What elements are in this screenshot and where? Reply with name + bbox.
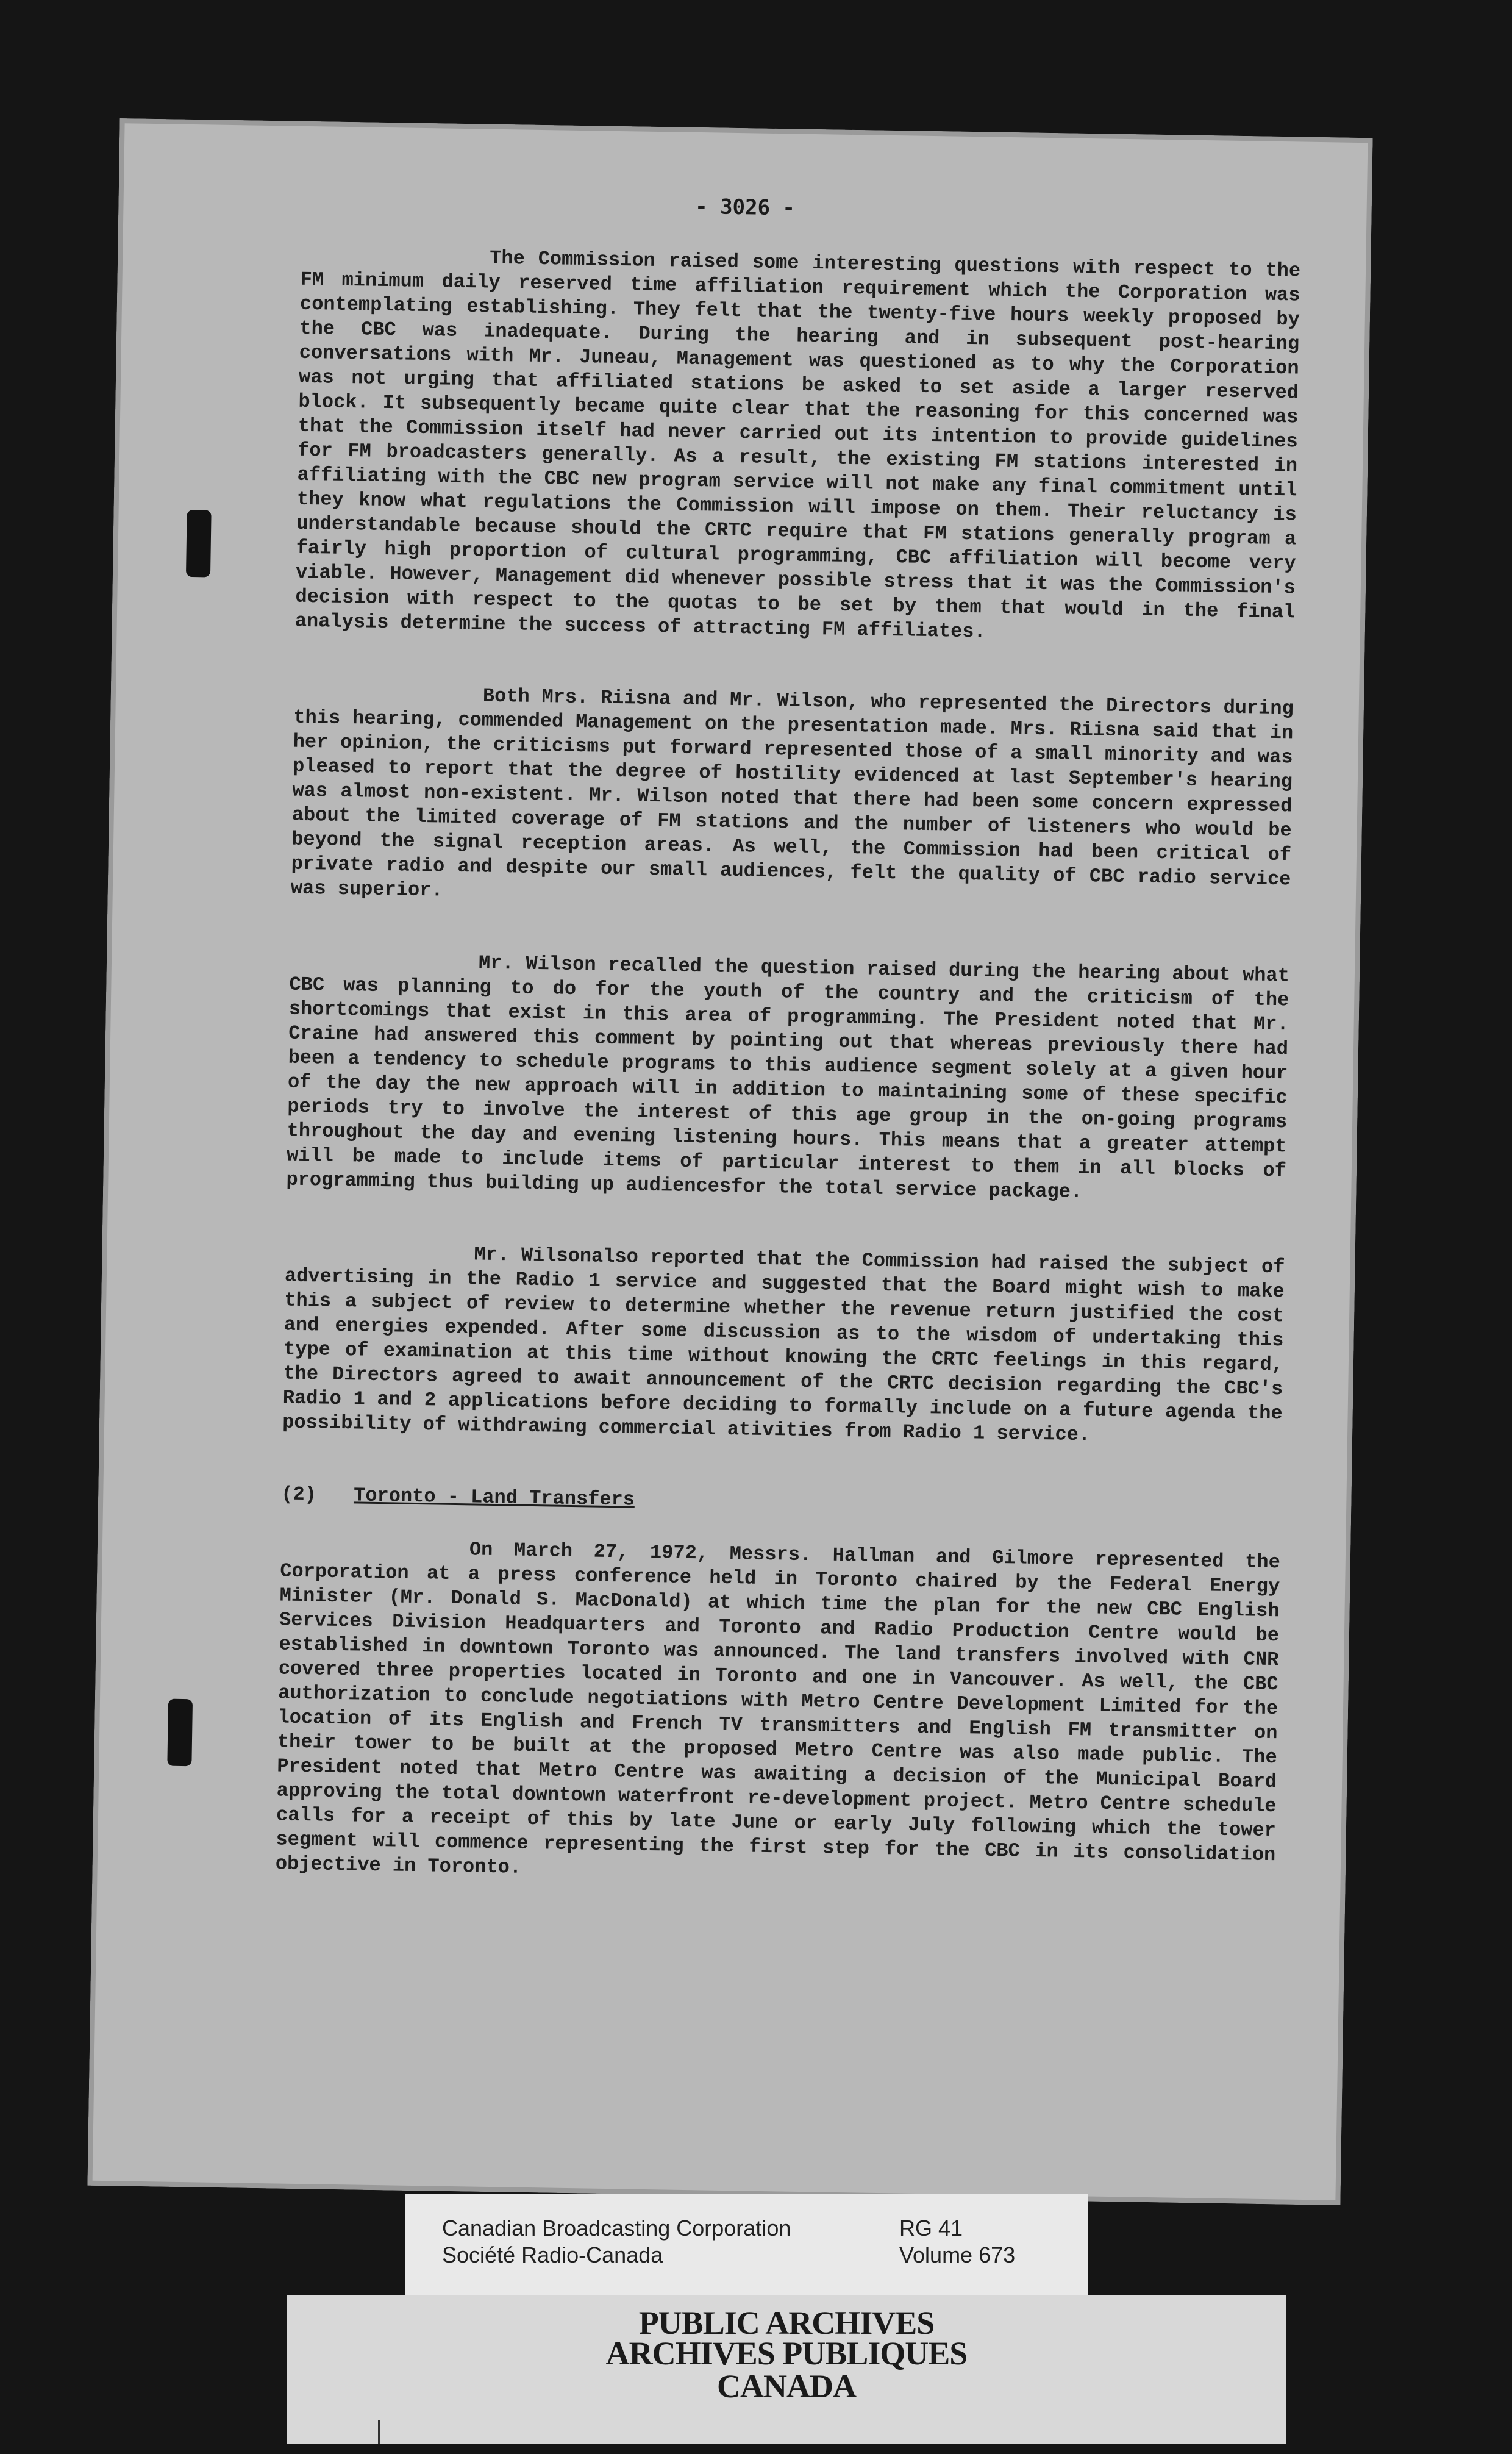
document-page bbox=[88, 118, 1373, 2205]
paragraph: On March 27, 1972, Messrs. Hallman and Gilmore represented the Corporation at a press conference held in Toronto chaired by the Federal Energy Minister (Mr. Donald S. MacDonald) at which time the plan for the new CBC English Services Division Headquarters and Toronto and Radio Production Centre would be established in downtown Toronto was announced. The land transfers involved with CNR covered three properties located in Toronto and one in Vancouver. As well, the CBC authorization to conclude negotiations with Metro Centre Development Limited for the location of its English and French TV transmitters and English FM transmitter on their tower to be built at the proposed Metro Centre was also made public. The President noted that Metro Centre was awaiting a decision of the Municipal Board approving the total downtown waterfront re-development project. Metro Centre schedule calls for a receipt of this by late June or early July following which the tower segment will commence representing the first step for the CBC in its consolidation objective in Toronto. bbox=[275, 1538, 1281, 1879]
paragraph: The Commission raised some interesting questions with respect to the FM minimum daily reserved time affiliation requirement which the Corporation was contemplating establishing. They felt that the twenty-five hours weekly proposed by the CBC was inadequate. During the hearing and in subsequent post-hearing conversations with Mr. Juneau, Management was questioned as to why the Corporation was not urging that affiliated stations be asked to set aside a larger reserved block. It subsequently became quite clear that the reasoning for this concerned was that the Commission itself had never carried out its intention to provide guidelines for FM broadcasters generally. As a result, the existing FM stations interested in affiliating with the CBC new program service will not make any final commitment until they know what regulations the Commission will impose on them. Their reluctancy is understandable because should the CRTC require that FM stations generally program a fairly high proportion of cultural programming, CBC affiliation will become very viable. However, Management did whenever possible stress that it was the Commission's decision with respect to the quotas to be set by them that would in the final analysis determine the success of attracting FM affiliates. bbox=[294, 246, 1301, 643]
archive-label bbox=[287, 2194, 1286, 2454]
page-number: - 3026 - bbox=[694, 194, 796, 221]
paragraph: Both Mrs. Riisna and Mr. Wilson, who represented the Directors during this hearing, commended Management on the presentation made. Mrs. Riisna said that in her opinion, the criticisms put forward represented those of a small minority and was pleased to report that the degree of hostility evidenced at last September's hearing was almost non-existent. Mr. Wilson noted that there had been some concern expressed about the limited coverage of FM stations and the number of listeners who would be beyond the signal reception areas. As well, the Commission had been critical of private radio and despite our small audiences, felt the quality of CBC radio service was superior. bbox=[290, 684, 1294, 902]
organization-english: Canadian Broadcasting Corporation bbox=[442, 2216, 791, 2241]
section-heading bbox=[281, 1483, 1281, 1523]
section-number: (2) bbox=[281, 1483, 317, 1506]
paragraph: Mr. Wilsonalso reported that the Commission had raised the subject of advertising in the Radio 1 service and suggested that the Board might wish to make this a subject of review to determine whether the revenue return justified the cost and energies expended. After some discussion as to the wisdom of undertaking this type of examination at this time without knowing the CRTC feelings in this regard, the Directors agreed to await announcement of the CRTC decision regarding the CBC's Radio 1 and 2 applications before deciding to formally include on a future agenda the possibility of withdrawing commercial ativities from Radio 1 service. bbox=[282, 1243, 1285, 1447]
stamp-line: CANADA bbox=[717, 2368, 856, 2405]
tick-mark bbox=[378, 2420, 380, 2444]
document-body bbox=[274, 243, 1300, 1939]
stamp-line: PUBLIC ARCHIVES bbox=[638, 2305, 935, 2341]
archives-stamp-card bbox=[287, 2295, 1286, 2444]
organization-french: Société Radio-Canada bbox=[442, 2242, 663, 2267]
record-group: RG 41 bbox=[899, 2216, 963, 2241]
archive-reference-card bbox=[405, 2194, 1088, 2295]
paragraph: Mr. Wilson recalled the question raised during the hearing about what CBC was planning to do for the youth of the country and the criticism of the shortcomings that exist in this area of programming. The President noted that Mr. Craine had answered this comment by pointing out that whereas previously there had been a tendency to schedule programs to this audience segment solely at a given hour of the day the new approach will in addition to maintaining some of these specific periods try to involve the interest of this age group in the on-going programs throughout the day and evening listening hours. This means that a greater attempt will be made to include items of particular interest to them in all blocks of programming thus building up audiencesfor the total service package. bbox=[286, 951, 1290, 1204]
punch-hole bbox=[167, 1699, 193, 1767]
punch-hole bbox=[186, 510, 212, 578]
section-title: Toronto - Land Transfers bbox=[353, 1484, 635, 1511]
volume-number: Volume 673 bbox=[899, 2242, 1016, 2267]
stamp-line: ARCHIVES PUBLIQUES bbox=[605, 2335, 968, 2372]
